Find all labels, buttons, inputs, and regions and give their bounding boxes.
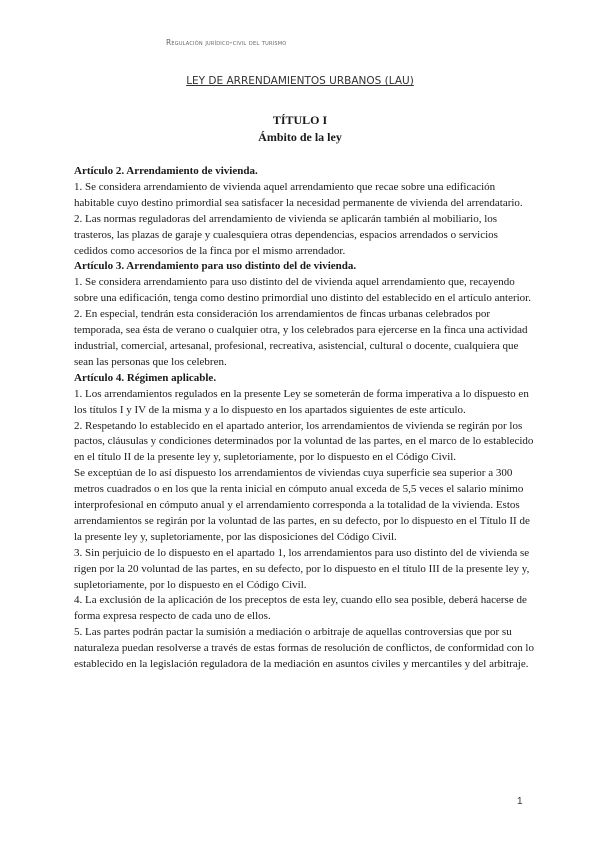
article-heading: Artículo 2. Arrendamiento de vivienda. [74,165,258,177]
article-paragraph: 3. Sin perjuicio de lo dispuesto en el apartado 1, los arrendamientos para uso distinto del de vivienda se rigen por la 20 voluntad de las partes, en su defecto, por lo dispuesto en el título III de la presente ley y, supletoriamente, por lo dispuesto en el Código Civil. [74,546,530,591]
article-paragraph: 2. En especial, tendrán esta consideración los arrendamientos de fincas urbanas celebrados por temporada, sea ésta de verano o cualquier otra, y los celebrados para ejercerse en la finca una actividad industrial, comercial, artesanal, profesional, recreativa, asistencial, cultural o docente, cualquiera que sean las personas que los celebren. [74,308,528,368]
article-paragraph: 1. Los arrendamientos regulados en la presente Ley se someterán de forma imperativa a lo dispuesto en los títulos I y IV de la misma y a lo dispuesto en los apartados siguientes de este artículo. [74,387,529,416]
document-title-text: LEY DE ARRENDAMIENTOS URBANOS (LAU) [186,75,414,87]
article-heading: Artículo 4. Régimen aplicable. [74,371,217,384]
article-paragraph: 1. Se considera arrendamiento para uso distinto del de vivienda aquel arrendamiento que, recayendo sobre una edificación, tenga como destino primordial uno distinto del establecido en el artículo anterior. [74,276,531,305]
title-block [0,112,600,146]
article-paragraph: Se exceptúan de lo así dispuesto los arrendamientos de viviendas cuya superficie sea superior a 300 metros cuadrados o en los que la renta inicial en cómputo anual exceda de 5,5 veces el salario mínimo interprofesional en cómputo anual y el arrendamiento corresponda a la totalidad de la vivienda. Estos arrendamientos se regirán por la voluntad de las partes, en su defecto, por lo dispuesto en el Título II de la presente ley y, supletoriamente, por las disposiciones del Código Civil. [74,467,530,543]
article-paragraph: 2. Las normas reguladoras del arrendamiento de vivienda se aplicarán también al mobiliario, los trasteros, las plazas de garaje y cualesquiera otras dependencias, espacios arrendados o servicios cedidos como accesorios de la finca por el mismo arrendador. [74,212,498,257]
article-paragraph: 4. La exclusión de la aplicación de los preceptos de esta ley, cuando ello sea posible, deberá hacerse de forma expresa respecto de cada uno de ellos. [74,594,527,623]
document-title [0,75,600,87]
article-paragraph: 2. Respetando lo establecido en el apartado anterior, los arrendamientos de vivienda se regirán por los pactos, cláusulas y condiciones determinados por la voluntad de las partes, en el marco de lo establecido en el título II de la presente ley y, supletoriamente, por lo dispuesto en el Código Civil. [74,419,534,464]
section-title: TÍTULO I [272,113,328,127]
article-4 [74,371,534,673]
running-head: Regulación jurídico-civil del turismo [166,38,287,47]
article-heading: Artículo 3. Arrendamiento para uso distinto del de vivienda. [74,260,357,273]
article-2 [74,164,534,259]
document-body [74,164,534,673]
article-3 [74,259,534,370]
section-subtitle: Ámbito de la ley [258,130,342,144]
article-paragraph: 1. Se considera arrendamiento de vivienda aquel arrendamiento que recae sobre una edificación habitable cuyo destino primordial sea satisfacer la necesidad permanente de vivienda del arrendatario. [74,180,523,209]
article-paragraph: 5. Las partes podrán pactar la sumisión a mediación o arbitraje de aquellas controversias que por su naturaleza puedan resolverse a través de estas formas de resolución de conflictos, de conformidad con lo establecido en la legislación reguladora de la mediación en asuntos civiles y mercantiles y del arbitraje. [74,626,534,671]
page-number: 1 [517,796,523,807]
